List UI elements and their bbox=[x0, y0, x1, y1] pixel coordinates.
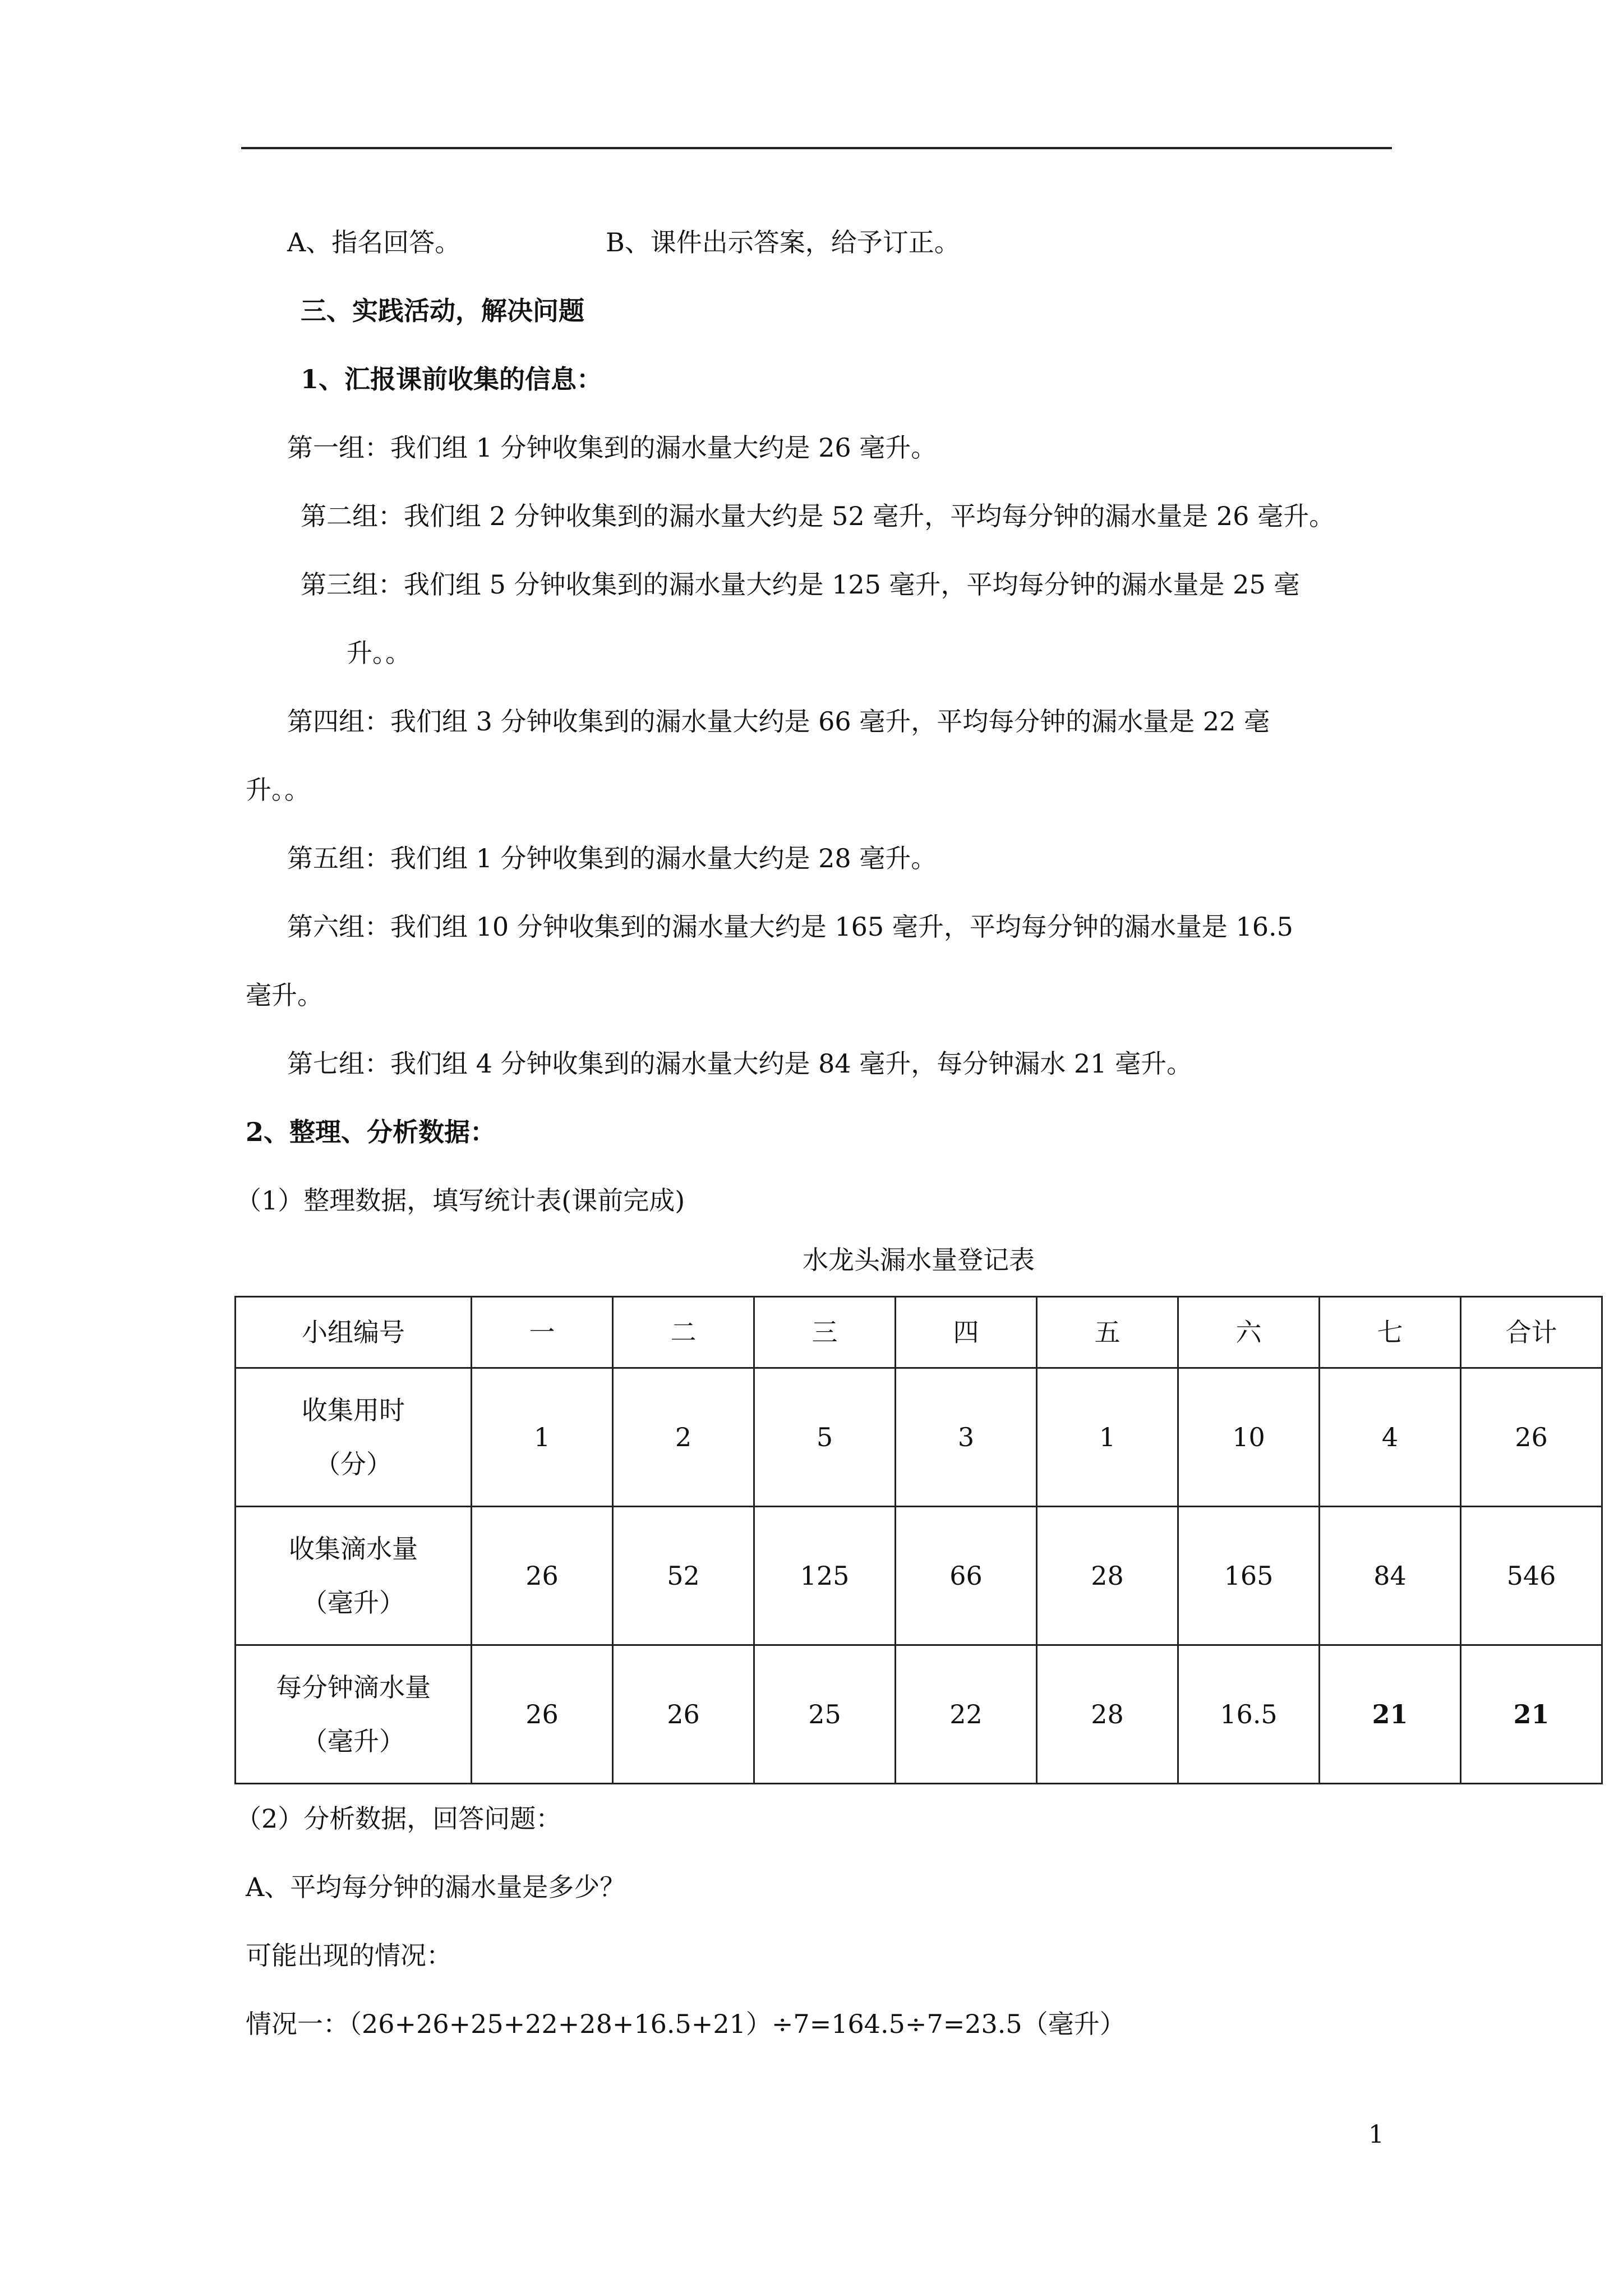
header-rule bbox=[241, 147, 1392, 149]
header-cell: 七 bbox=[1320, 1297, 1461, 1368]
table-cell: 1 bbox=[1037, 1368, 1178, 1507]
row-label bbox=[236, 1368, 472, 1507]
row-label bbox=[236, 1645, 472, 1784]
table-cell: 66 bbox=[896, 1507, 1037, 1645]
table-row bbox=[236, 1645, 1602, 1784]
group-5-line: 第五组：我们组 1 分钟收集到的漏水量大约是 28 毫升。 bbox=[287, 843, 937, 873]
header-cell: 五 bbox=[1037, 1297, 1178, 1368]
line-answer-a: A、指名回答。 bbox=[287, 227, 461, 257]
row-label-unit: （毫升） bbox=[302, 1588, 405, 1618]
row-label-main: 收集用时 bbox=[302, 1395, 405, 1425]
row-label-unit: （毫升） bbox=[302, 1726, 405, 1756]
header-cell: 二 bbox=[613, 1297, 754, 1368]
table-cell: 25 bbox=[754, 1645, 896, 1784]
subheading-analyze: 2、整理、分析数据： bbox=[246, 1117, 496, 1147]
row-label-main: 每分钟滴水量 bbox=[276, 1672, 431, 1703]
page-number: 1 bbox=[1368, 2120, 1384, 2149]
group-6-line-cont: 毫升。 bbox=[246, 980, 323, 1010]
table-cell: 21 bbox=[1461, 1645, 1602, 1784]
question-a: A、平均每分钟的漏水量是多少？ bbox=[246, 1872, 626, 1902]
table-cell: 84 bbox=[1320, 1507, 1461, 1645]
leak-record-table bbox=[234, 1296, 1603, 1784]
table-cell: 16.5 bbox=[1178, 1645, 1320, 1784]
table-cell: 26 bbox=[472, 1645, 613, 1784]
table-cell: 10 bbox=[1178, 1368, 1320, 1507]
table-cell: 28 bbox=[1037, 1645, 1178, 1784]
table-cell: 26 bbox=[1461, 1368, 1602, 1507]
group-4-line-cont: 升。。 bbox=[246, 775, 310, 805]
table-cell: 22 bbox=[896, 1645, 1037, 1784]
table-cell: 26 bbox=[613, 1645, 754, 1784]
group-7-line: 第七组：我们组 4 分钟收集到的漏水量大约是 84 毫升，每分钟漏水 21 毫升。 bbox=[287, 1048, 1193, 1079]
row-label-unit: （分） bbox=[315, 1449, 392, 1479]
line-answer-b: B、课件出示答案，给予订正。 bbox=[606, 227, 960, 257]
table-cell: 21 bbox=[1320, 1645, 1461, 1784]
group-4-line: 第四组：我们组 3 分钟收集到的漏水量大约是 66 毫升，平均每分钟的漏水量是 22 毫 bbox=[287, 706, 1270, 737]
group-1-line: 第一组：我们组 1 分钟收集到的漏水量大约是 26 毫升。 bbox=[287, 432, 937, 463]
step-analyze: （2）分析数据，回答问题： bbox=[236, 1803, 562, 1834]
table-cell: 3 bbox=[896, 1368, 1037, 1507]
table-header-row bbox=[236, 1297, 1602, 1368]
table-cell: 165 bbox=[1178, 1507, 1320, 1645]
group-6-line: 第六组：我们组 10 分钟收集到的漏水量大约是 165 毫升，平均每分钟的漏水量是 16.5 bbox=[287, 912, 1293, 942]
possible-cases: 可能出现的情况： bbox=[246, 1940, 452, 1971]
step-organize: （1）整理数据，填写统计表(课前完成) bbox=[236, 1185, 685, 1216]
table-caption: 水龙头漏水量登记表 bbox=[803, 1245, 1035, 1275]
table-cell: 1 bbox=[472, 1368, 613, 1507]
group-3-line: 第三组：我们组 5 分钟收集到的漏水量大约是 125 毫升，平均每分钟的漏水量是 25 毫 bbox=[301, 569, 1300, 600]
header-cell: 三 bbox=[754, 1297, 896, 1368]
table-cell: 2 bbox=[613, 1368, 754, 1507]
case-one: 情况一：（26+26+25+22+28+16.5+21）÷7=164.5÷7=23.5（毫升） bbox=[246, 2009, 1126, 2039]
table-row bbox=[236, 1507, 1602, 1645]
table-cell: 26 bbox=[472, 1507, 613, 1645]
table-cell: 52 bbox=[613, 1507, 754, 1645]
row-label-main: 收集滴水量 bbox=[289, 1534, 418, 1564]
header-cell: 小组编号 bbox=[236, 1297, 472, 1368]
table-row bbox=[236, 1368, 1602, 1507]
row-label bbox=[236, 1507, 472, 1645]
header-cell: 合计 bbox=[1461, 1297, 1602, 1368]
table-cell: 546 bbox=[1461, 1507, 1602, 1645]
subheading-report: 1、汇报课前收集的信息： bbox=[301, 364, 603, 394]
group-3-line-cont: 升。。 bbox=[347, 638, 411, 668]
header-cell: 一 bbox=[472, 1297, 613, 1368]
table-cell: 125 bbox=[754, 1507, 896, 1645]
header-cell: 四 bbox=[896, 1297, 1037, 1368]
table-cell: 28 bbox=[1037, 1507, 1178, 1645]
header-cell: 六 bbox=[1178, 1297, 1320, 1368]
table-cell: 4 bbox=[1320, 1368, 1461, 1507]
table-cell: 5 bbox=[754, 1368, 896, 1507]
group-2-line: 第二组：我们组 2 分钟收集到的漏水量大约是 52 毫升，平均每分钟的漏水量是 26 毫升。 bbox=[301, 501, 1335, 531]
section-heading-3: 三、实践活动，解决问题 bbox=[301, 296, 584, 326]
